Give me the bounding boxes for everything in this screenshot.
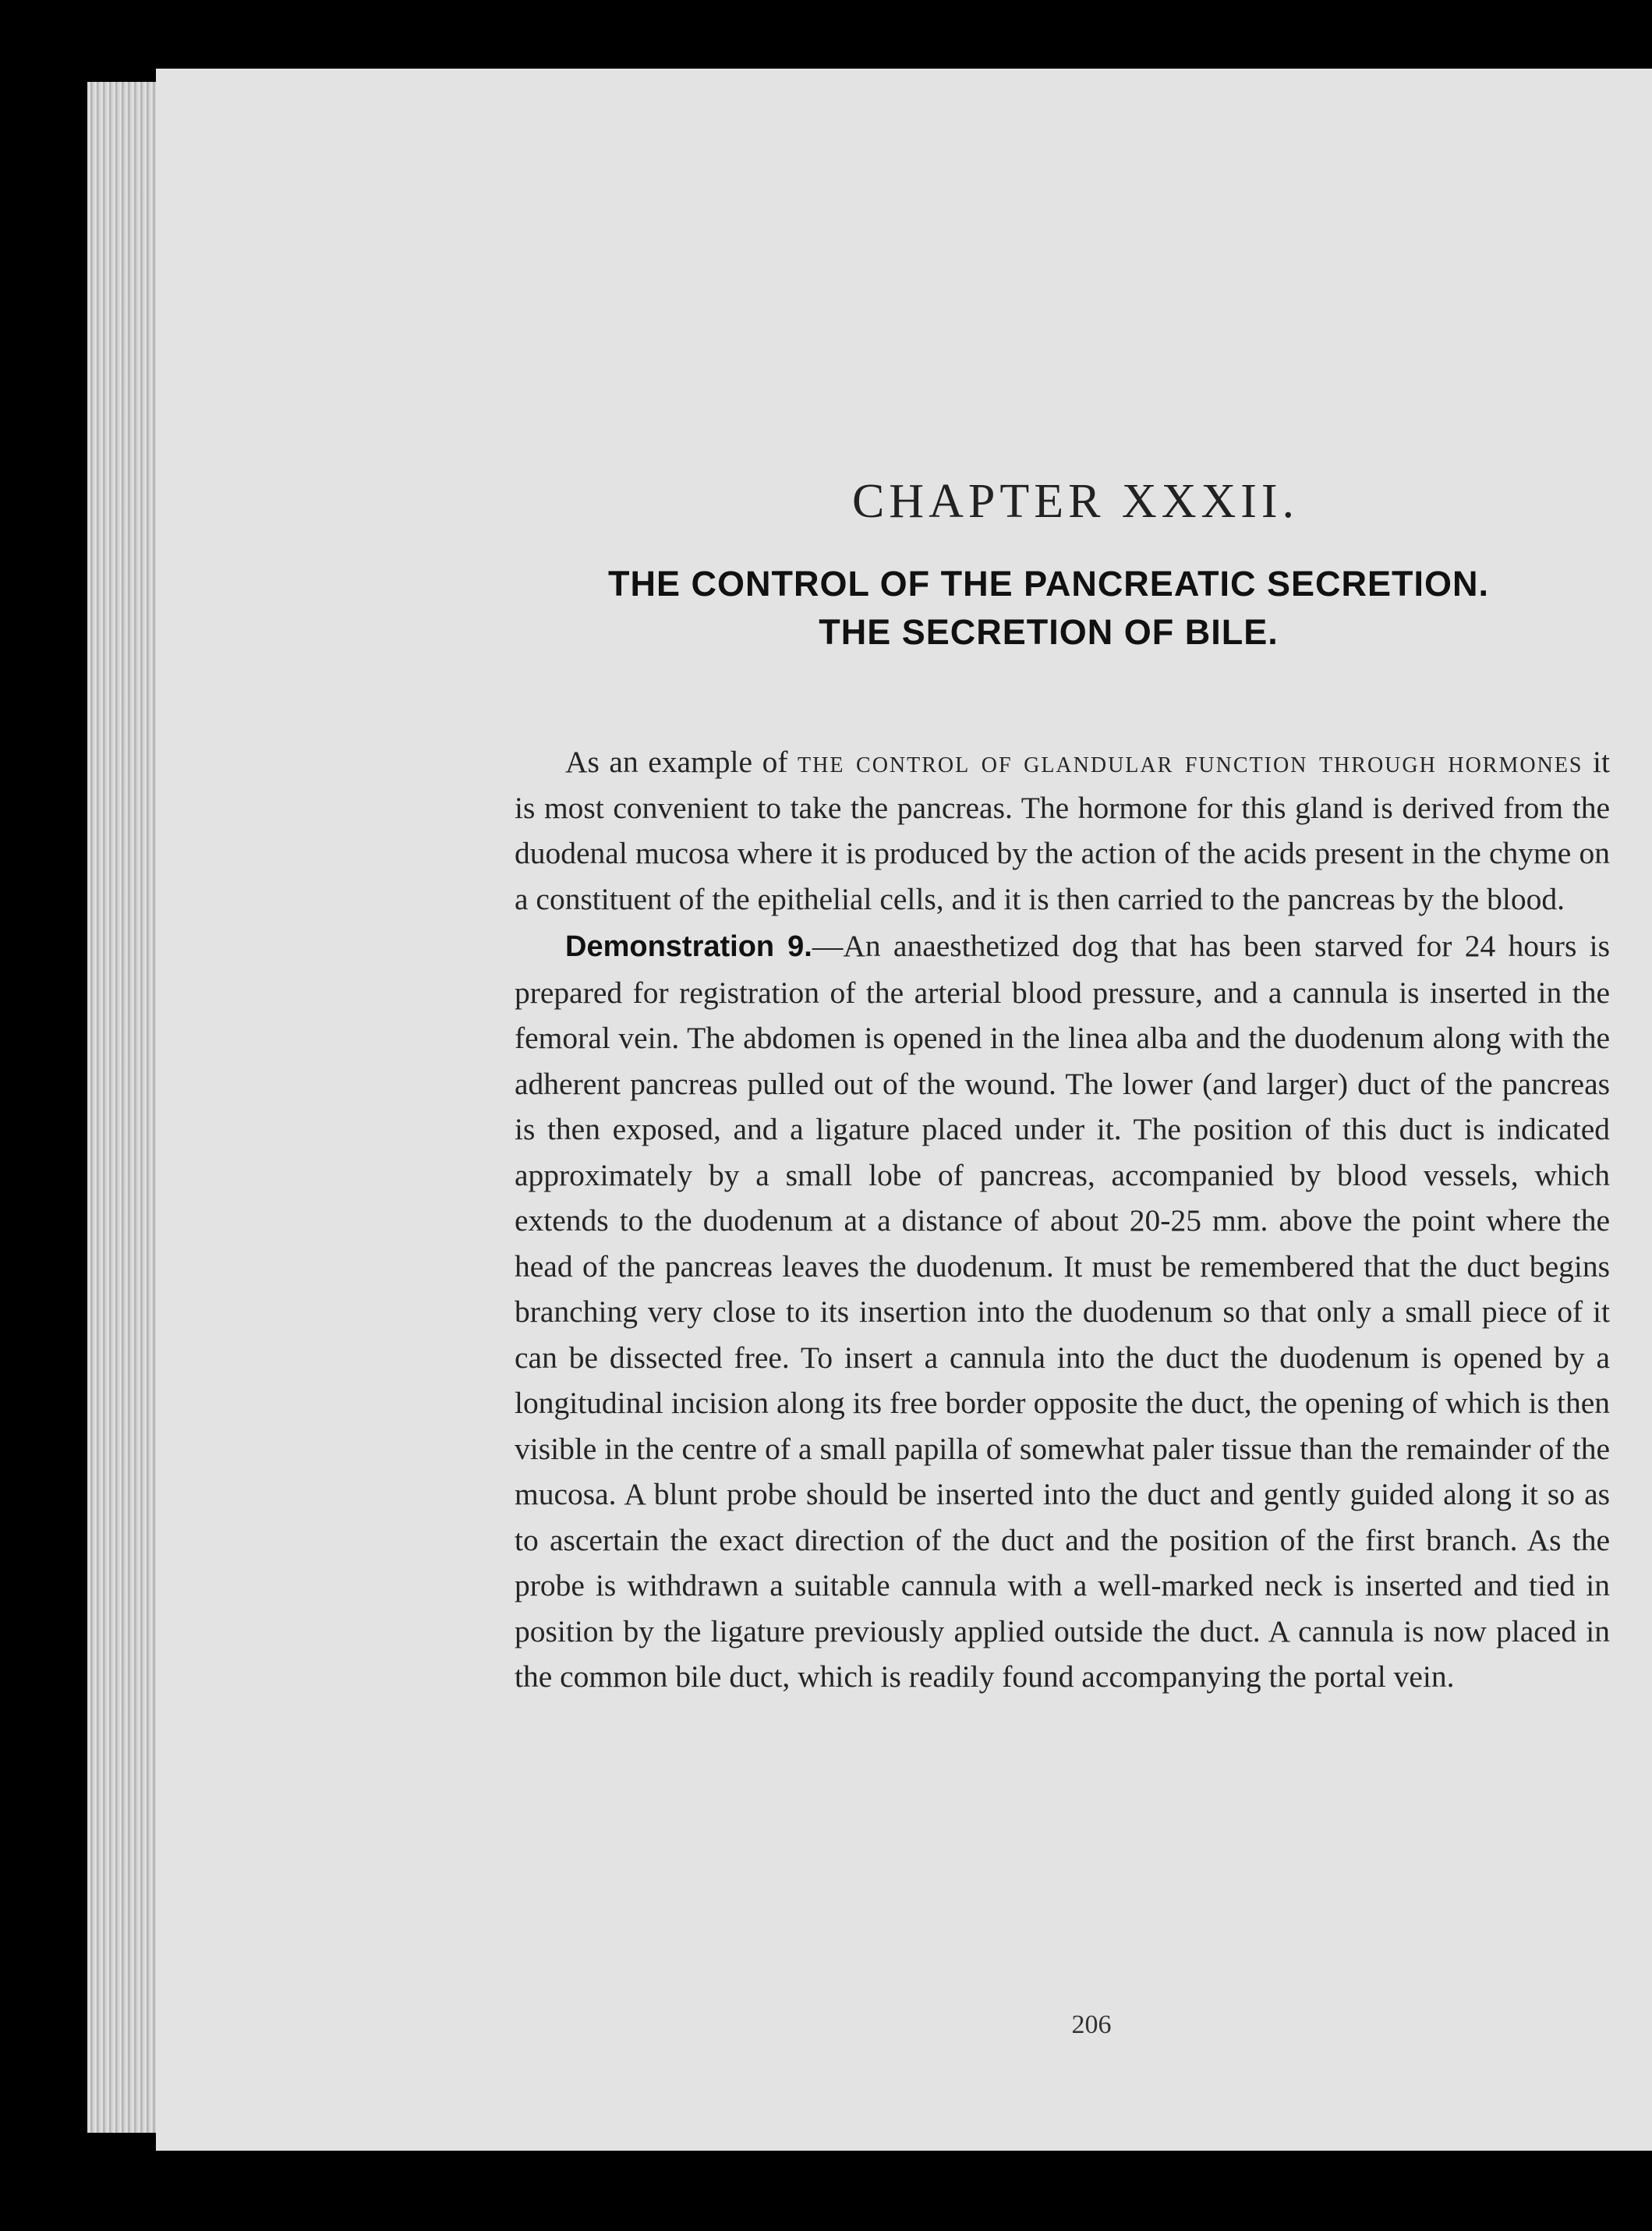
- page-number: 206: [1071, 2010, 1112, 2039]
- chapter-title: [522, 560, 1575, 657]
- intro-lead: As an example of: [565, 745, 788, 779]
- chapter-title-line-1: THE CONTROL OF THE PANCREATIC SECRETION.: [607, 564, 1490, 604]
- paragraph-intro: [515, 739, 1610, 922]
- demonstration-text: —An anaesthetized dog that has been starved for 24 hours is prepared for registration of the arterial blood pressure, and a cannula is inserted in the femoral vein. The abdomen is opened in the linea alba and the duodenum along with the adherent pancreas pulled out of the wound. The lower (and larger) duct of the pancreas is then exposed, and a ligature placed under it. The position of this duct is indicated approximately by a small lobe of pancreas, accompanied by blood vessels, which extends to the duodenum at a distance of about 20-25 mm. above the point where the head of the pancreas leaves the duodenum. It must be remembered that the duct begins branching very close to its insertion into the duodenum so that only a small piece of it can be dissected free. To insert a cannula into the duct the duodenum is opened by a longitudinal incision along its free border opposite the duct, the opening of which is then visible in the centre of a small papilla of somewhat paler tissue than the remainder of the mucosa. A blunt probe should be inserted into the duct and gently guided along it so as to ascertain the exact direction of the duct and the position of the first branch. As the probe is withdrawn a suitable cannula with a well-marked neck is inserted and tied in position by the ligature previously applied outside the duct. A cannula is now placed in the common bile duct, which is readily found accompanying the portal vein.: [515, 929, 1610, 1694]
- paragraph-demonstration: [515, 923, 1610, 1700]
- chapter-title-line-2: THE SECRETION OF BILE.: [819, 612, 1279, 652]
- demonstration-label: Demonstration 9.: [565, 930, 812, 963]
- intro-smallcaps-term: the control of glandular function through hormones: [798, 745, 1583, 779]
- intro-rest: it is most convenient to take the pancreas. The hormone for this gland is derived from the duodenal mucosa where it is produced by the action of the acids present in the chyme on a constituent of the epithelial cells, and it is then carried to the pancreas by the blood.: [515, 745, 1610, 916]
- chapter-heading: CHAPTER XXXII.: [851, 475, 1300, 528]
- body-text: [515, 739, 1610, 1700]
- book-page: [156, 69, 1652, 2151]
